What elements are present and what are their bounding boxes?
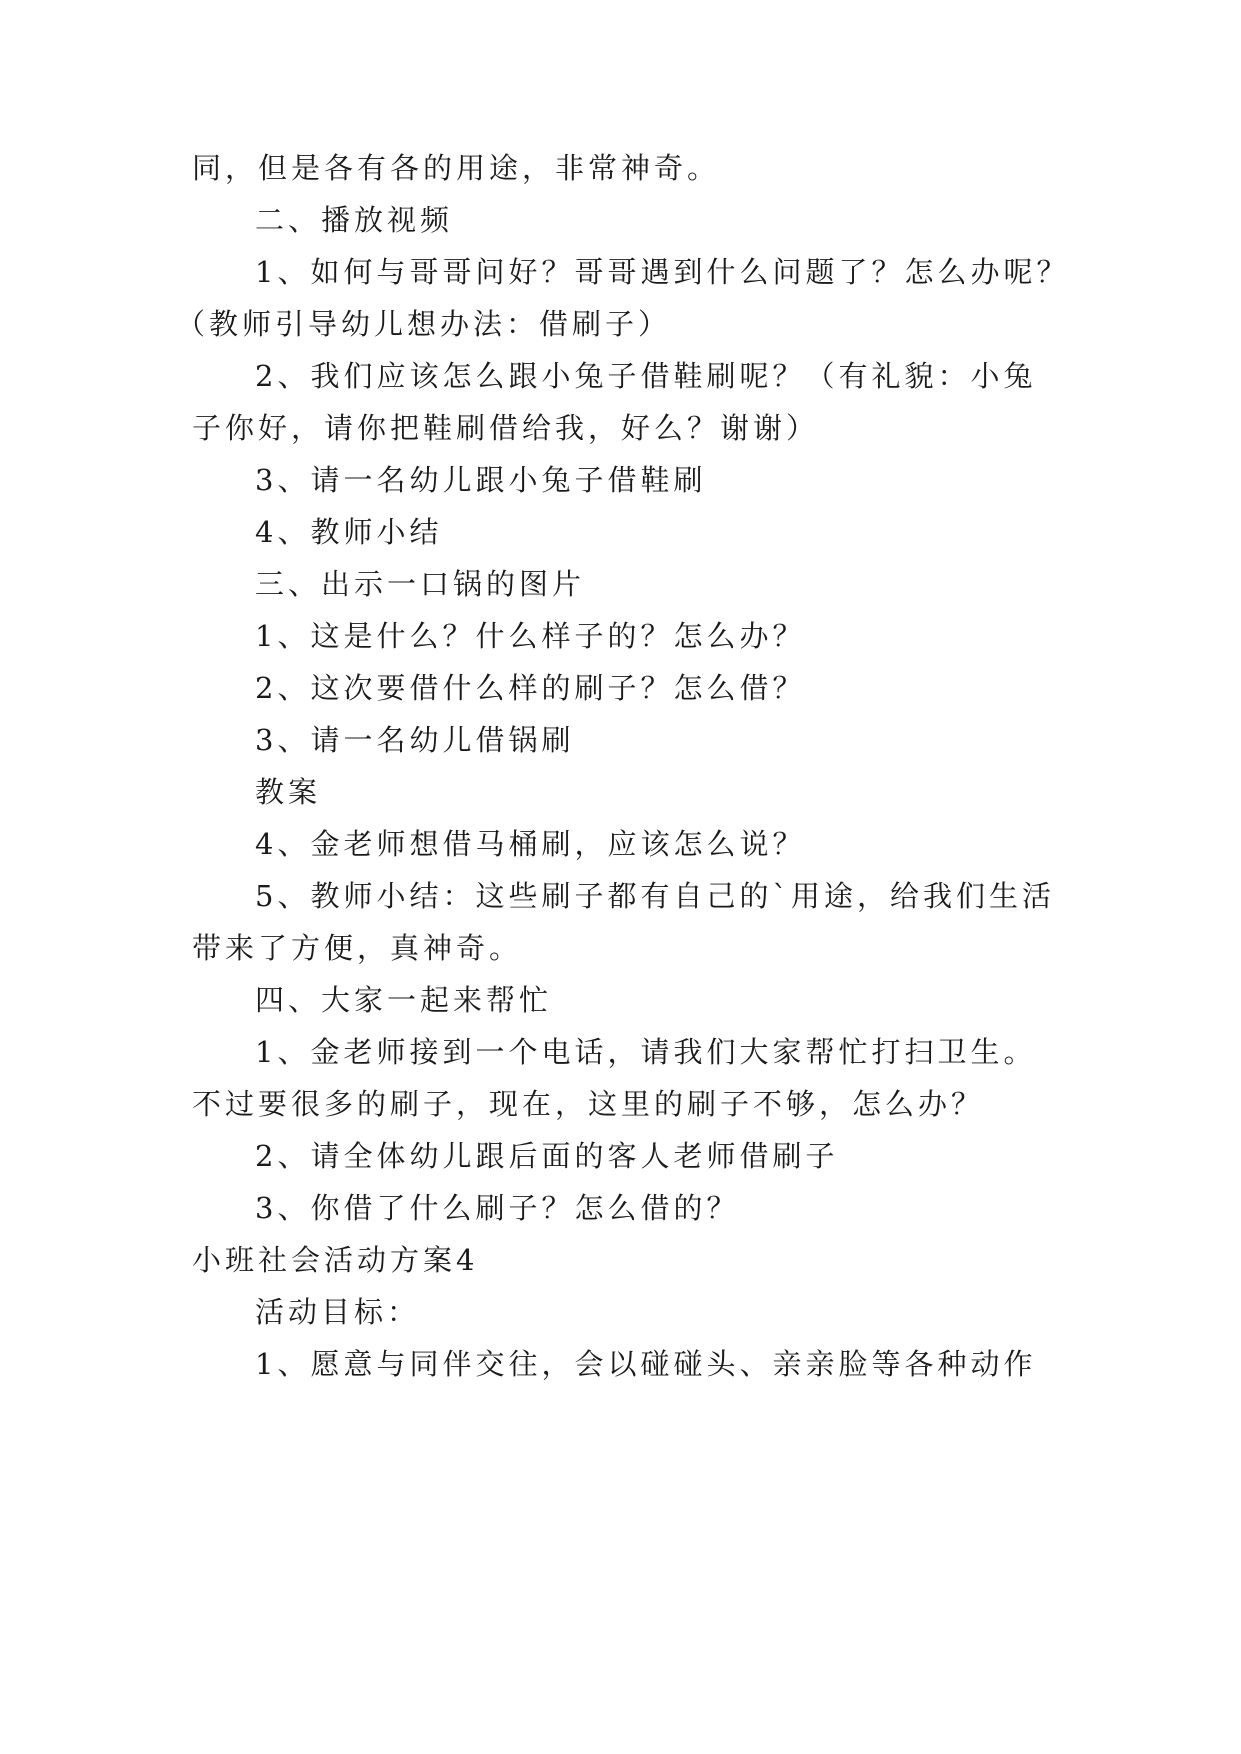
list-item-line: 5、教师小结：这些刷子都有自己的`用途，给我们生活: [255, 879, 1055, 913]
paragraph-line: （教师引导幼儿想办法：借刷子）: [176, 307, 672, 341]
paragraph-line: 教案: [255, 775, 322, 809]
list-item-line: 2、这次要借什么样的刷子？怎么借？: [255, 671, 806, 705]
list-item-line: 3、请一名幼儿跟小兔子借鞋刷: [255, 463, 707, 497]
list-item-line: 4、金老师想借马桶刷，应该怎么说？: [255, 827, 806, 861]
paragraph-line: 带来了方便，真神奇。: [192, 931, 523, 965]
section-heading: 三、出示一口锅的图片: [255, 567, 586, 601]
list-item-line: 2、请全体幼儿跟后面的客人老师借刷子: [255, 1139, 839, 1173]
paragraph-line: 不过要很多的刷子，现在，这里的刷子不够，怎么办？: [192, 1087, 985, 1121]
list-item-line: 2、我们应该怎么跟小兔子借鞋刷呢？（有礼貌：小兔: [255, 359, 1037, 393]
section-heading: 二、播放视频: [255, 203, 454, 237]
list-item-line: 1、金老师接到一个电话，请我们大家帮忙打扫卫生。: [255, 1035, 1037, 1069]
section-heading: 活动目标：: [255, 1295, 421, 1329]
list-item-line: 1、如何与哥哥问好？哥哥遇到什么问题了？怎么办呢？: [255, 255, 1070, 289]
paragraph-line: 同，但是各有各的用途，非常神奇。: [192, 151, 721, 185]
list-item-line: 3、请一名幼儿借锅刷: [255, 723, 575, 757]
list-item-line: 1、愿意与同伴交往，会以碰碰头、亲亲脸等各种动作: [255, 1347, 1037, 1381]
document-title: 小班社会活动方案4: [192, 1243, 479, 1277]
list-item-line: 3、你借了什么刷子？怎么借的？: [255, 1191, 740, 1225]
paragraph-line: 子你好，请你把鞋刷借给我，好么？谢谢）: [192, 411, 820, 445]
list-item-line: 1、这是什么？什么样子的？怎么办？: [255, 619, 806, 653]
section-heading: 四、大家一起来帮忙: [255, 983, 553, 1017]
list-item-line: 4、教师小结: [255, 515, 443, 549]
